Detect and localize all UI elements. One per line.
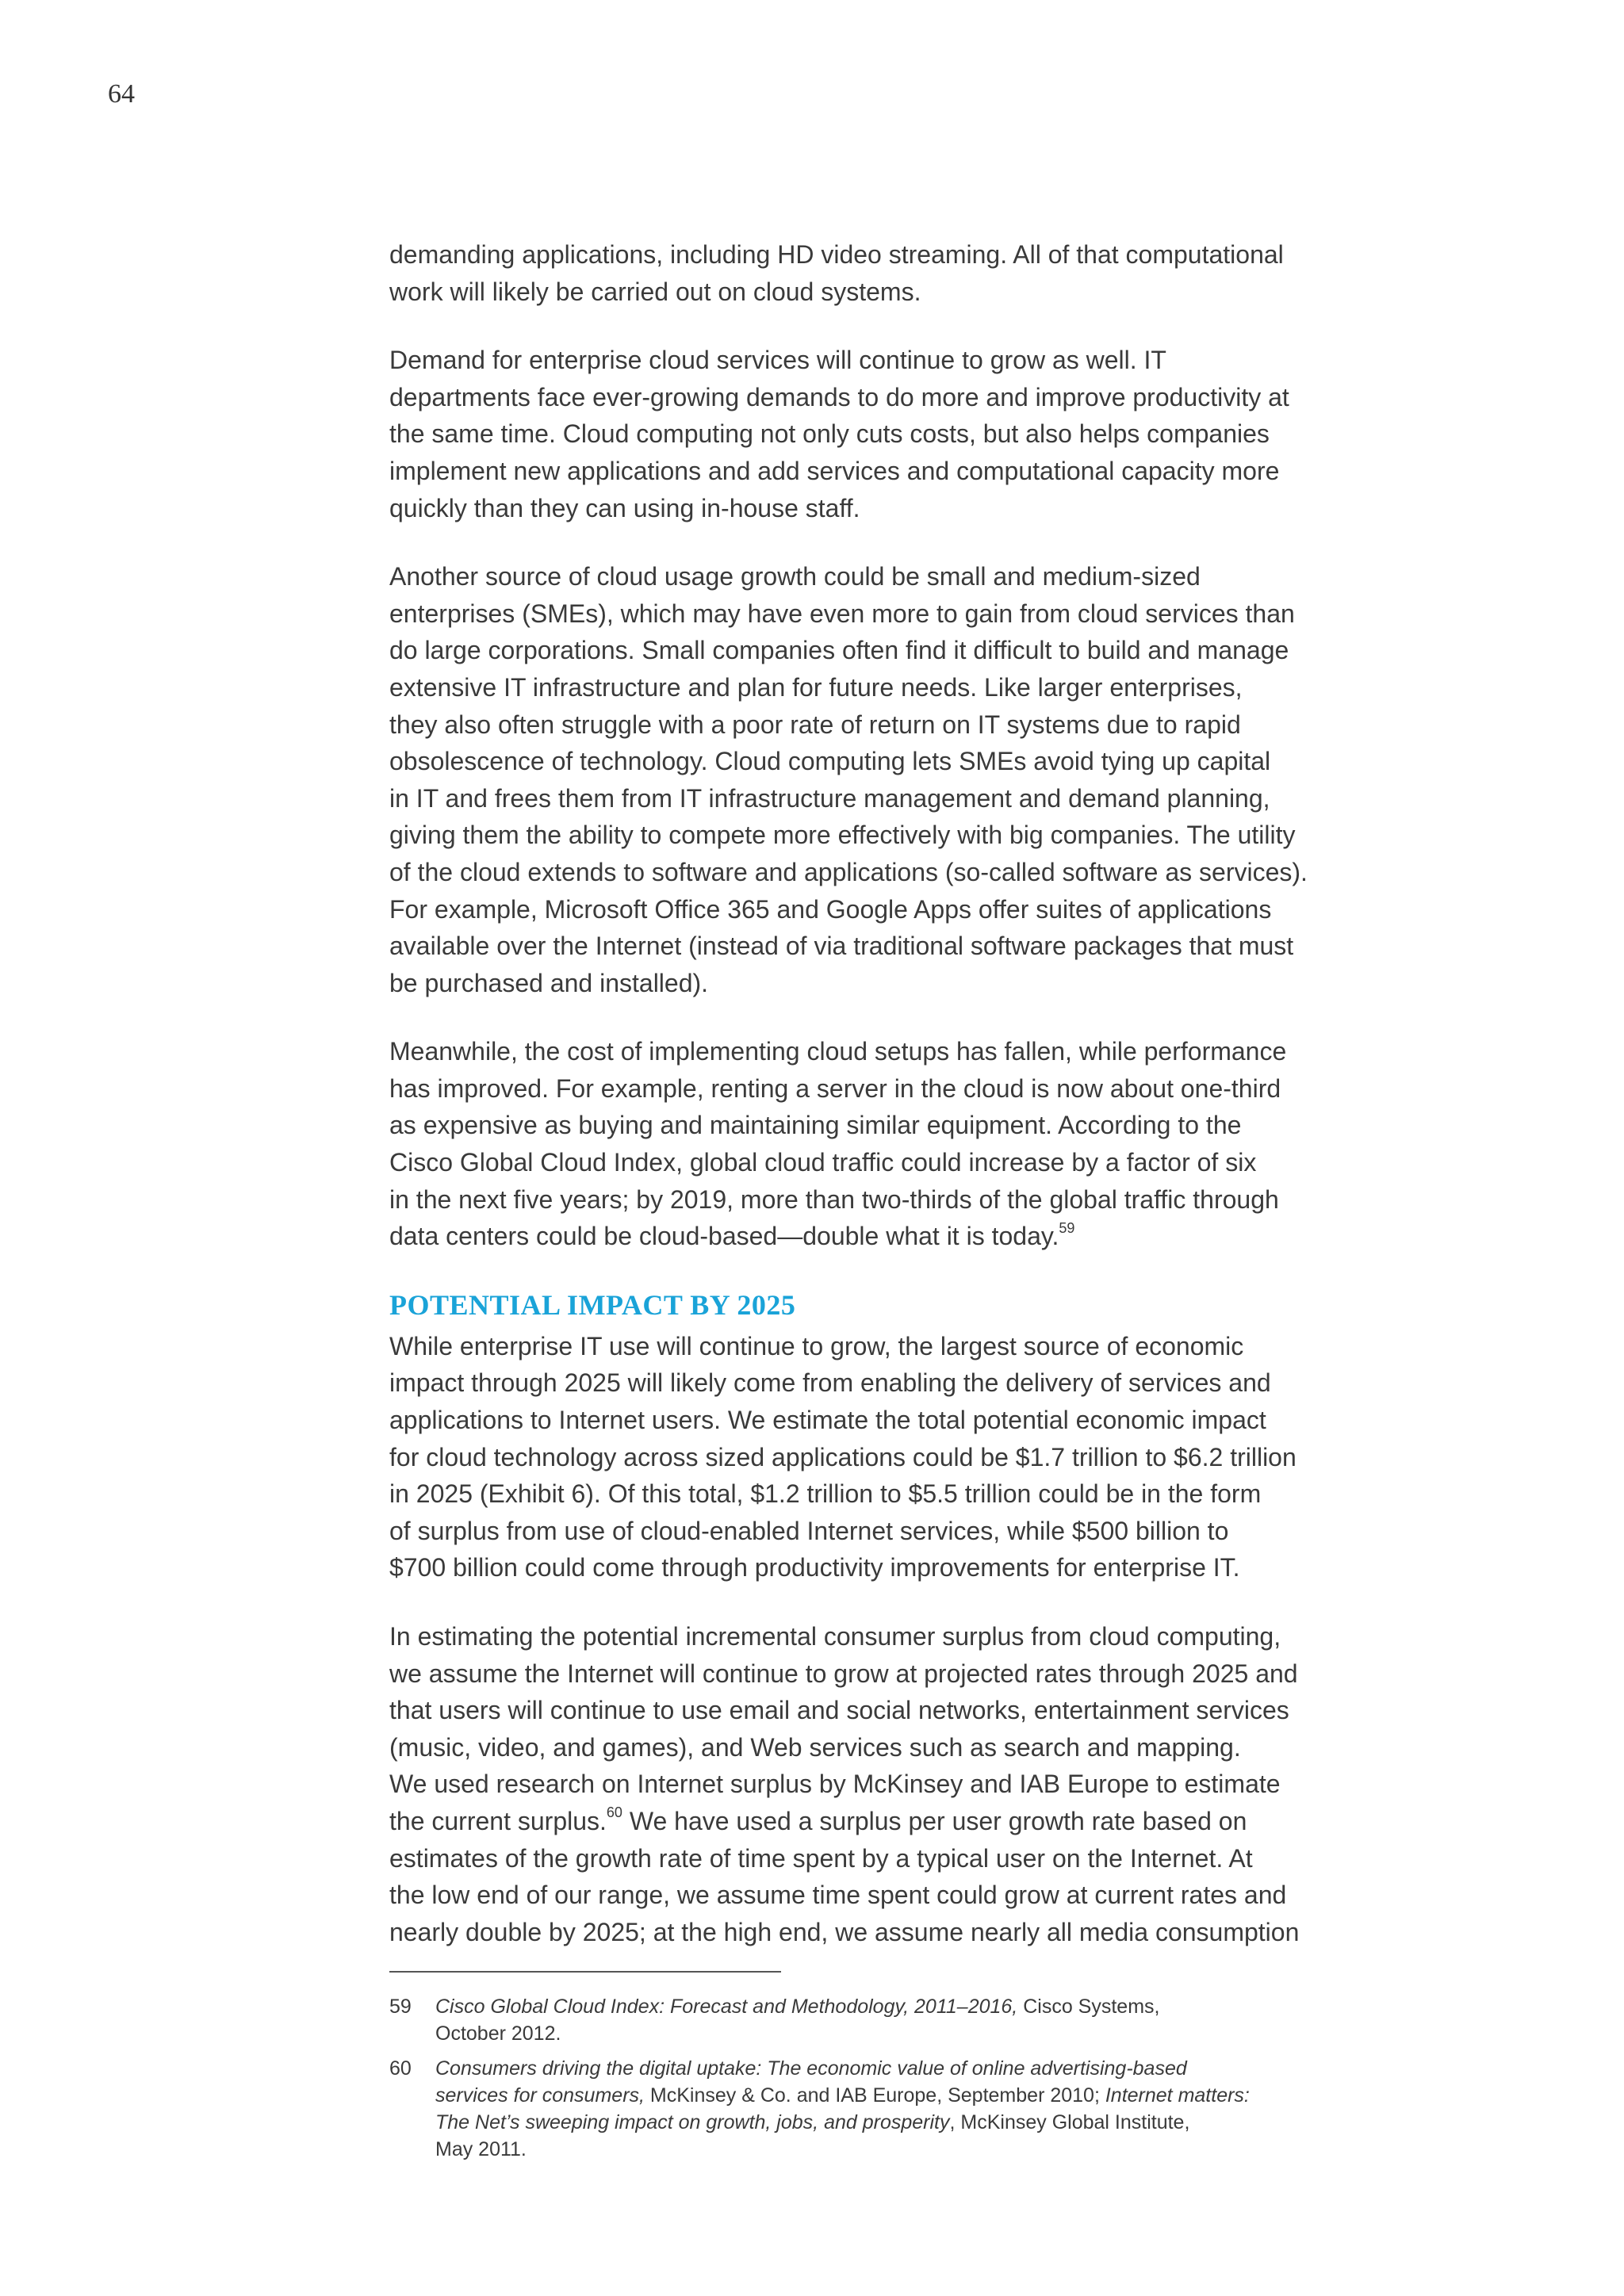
text-line: obsolescence of technology. Cloud computing lets SMEs avoid tying up capital: [389, 747, 1271, 776]
text-line: applications to Internet users. We estimate the total potential economic impact: [389, 1406, 1266, 1435]
text-line: May 2011.: [435, 2138, 527, 2161]
citation-title: Cisco Global Cloud Index: Forecast and Methodology, 2011–2016,: [435, 1996, 1018, 2019]
text-line: the low end of our range, we assume time spent could grow at current rates and: [389, 1881, 1287, 1910]
text-line: giving them the ability to compete more effectively with big companies. The utility: [389, 821, 1296, 850]
text-line: for cloud technology across sized applications could be $1.7 trillion to $6.2 trillion: [389, 1442, 1297, 1471]
citation-source: Cisco Systems,: [1017, 1996, 1160, 2019]
text-line: $700 billion could come through productivity improvements for enterprise IT.: [389, 1553, 1240, 1582]
footnote-number: 60: [389, 2057, 412, 2080]
text-line: impact through 2025 will likely come from enabling the delivery of services and: [389, 1368, 1271, 1398]
text-line: (music, video, and games), and Web services such as search and mapping.: [389, 1732, 1241, 1762]
footnote-text: [435, 2055, 1250, 2163]
text-line: has improved. For example, renting a server in the cloud is now about one-third: [389, 1073, 1281, 1103]
text-fragment: We have used a surplus per user growth rate based on: [622, 1806, 1247, 1835]
text-line: [389, 1218, 1365, 1255]
page-number: 64: [108, 79, 135, 109]
citation-title: Internet matters:: [1105, 2084, 1250, 2107]
text-line: in the next five years; by 2019, more than two-thirds of the global traffic through: [389, 1184, 1279, 1214]
citation-source: McKinsey & Co. and IAB Europe, September 2010;: [644, 2084, 1105, 2107]
text-line: departments face ever-growing demands to do more and improve productivity at: [389, 382, 1289, 411]
text-line: We used research on Internet surplus by McKinsey and IAB Europe to estimate: [389, 1770, 1281, 1799]
text-line: October 2012.: [435, 2022, 561, 2045]
text-line: Meanwhile, the cost of implementing cloud setups has fallen, while performance: [389, 1037, 1287, 1066]
text-line: in IT and frees them from IT infrastructure management and demand planning,: [389, 783, 1270, 813]
footnote-ref-59[interactable]: 59: [1059, 1219, 1075, 1236]
paragraph-1: [389, 236, 1365, 310]
text-line: the same time. Cloud computing not only cuts costs, but also helps companies: [389, 419, 1270, 449]
citation-title: services for consumers,: [435, 2084, 645, 2107]
footnote-text: [435, 1993, 1159, 2047]
footnote-ref-60[interactable]: 60: [606, 1804, 622, 1821]
text-line: demanding applications, including HD video streaming. All of that computational: [389, 240, 1284, 269]
paragraph-4: [389, 1033, 1365, 1255]
text-line: that users will continue to use email and social networks, entertainment services: [389, 1696, 1289, 1725]
text-line: as expensive as buying and maintaining similar equipment. According to the: [389, 1111, 1242, 1140]
paragraph-2: [389, 342, 1365, 526]
citation-title: Consumers driving the digital uptake: The economic value of online advertising-based: [435, 2057, 1187, 2080]
text-line: [435, 2109, 1250, 2136]
text-line: implement new applications and add services and computational capacity more: [389, 456, 1280, 485]
text-line: extensive IT infrastructure and plan for future needs. Like larger enterprises,: [389, 672, 1243, 702]
text-fragment: data centers could be cloud-based—double what it is today.: [389, 1222, 1059, 1251]
text-line: enterprises (SMEs), which may have even more to gain from cloud services than: [389, 599, 1295, 628]
footnote-number: 59: [389, 1996, 412, 2019]
section-paragraph-2: [389, 1618, 1365, 1950]
text-line: do large corporations. Small companies often find it difficult to build and manage: [389, 636, 1289, 665]
section-paragraph-1: [389, 1328, 1365, 1586]
article-body: [389, 236, 1365, 2171]
text-line: in 2025 (Exhibit 6). Of this total, $1.2 trillion to $5.5 trillion could be in the form: [389, 1479, 1262, 1509]
text-line: Demand for enterprise cloud services will continue to grow as well. IT: [389, 346, 1166, 375]
citation-title: The Net’s sweeping impact on growth, jobs, and prosperity: [435, 2111, 950, 2134]
text-line: nearly double by 2025; at the high end, we assume nearly all media consumption: [389, 1917, 1300, 1946]
text-fragment: the current surplus.: [389, 1806, 607, 1835]
text-line: For example, Microsoft Office 365 and Google Apps offer suites of applications: [389, 894, 1272, 924]
text-line: [389, 1803, 1365, 1840]
text-line: While enterprise IT use will continue to grow, the largest source of economic: [389, 1331, 1244, 1360]
citation-source: , McKinsey Global Institute,: [949, 2111, 1190, 2134]
text-line: estimates of the growth rate of time spent by a typical user on the Internet. At: [389, 1843, 1253, 1873]
text-line: [435, 2082, 1250, 2109]
footnote-60: [389, 2055, 1365, 2163]
text-line: quickly than they can using in-house staff.: [389, 493, 860, 522]
footnote-divider: [389, 1971, 781, 1973]
text-line: work will likely be carried out on cloud systems.: [389, 277, 921, 306]
text-line: we assume the Internet will continue to grow at projected rates through 2025 and: [389, 1659, 1298, 1688]
text-line: available over the Internet (instead of via traditional software packages that must: [389, 932, 1294, 961]
section-heading: POTENTIAL IMPACT BY 2025: [389, 1288, 796, 1321]
text-line: [435, 1993, 1159, 2020]
text-line: be purchased and installed).: [389, 968, 709, 997]
text-line: of surplus from use of cloud-enabled Internet services, while $500 billion to: [389, 1516, 1229, 1545]
text-line: In estimating the potential incremental consumer surplus from cloud computing,: [389, 1622, 1281, 1651]
text-line: Another source of cloud usage growth could be small and medium-sized: [389, 562, 1201, 591]
text-line: Cisco Global Cloud Index, global cloud traffic could increase by a factor of six: [389, 1148, 1257, 1177]
footnote-59: [389, 1993, 1365, 2047]
paragraph-3: [389, 558, 1365, 1001]
text-line: they also often struggle with a poor rate of return on IT systems due to rapid: [389, 710, 1241, 739]
text-line: of the cloud extends to software and applications (so-called software as services).: [389, 857, 1308, 886]
